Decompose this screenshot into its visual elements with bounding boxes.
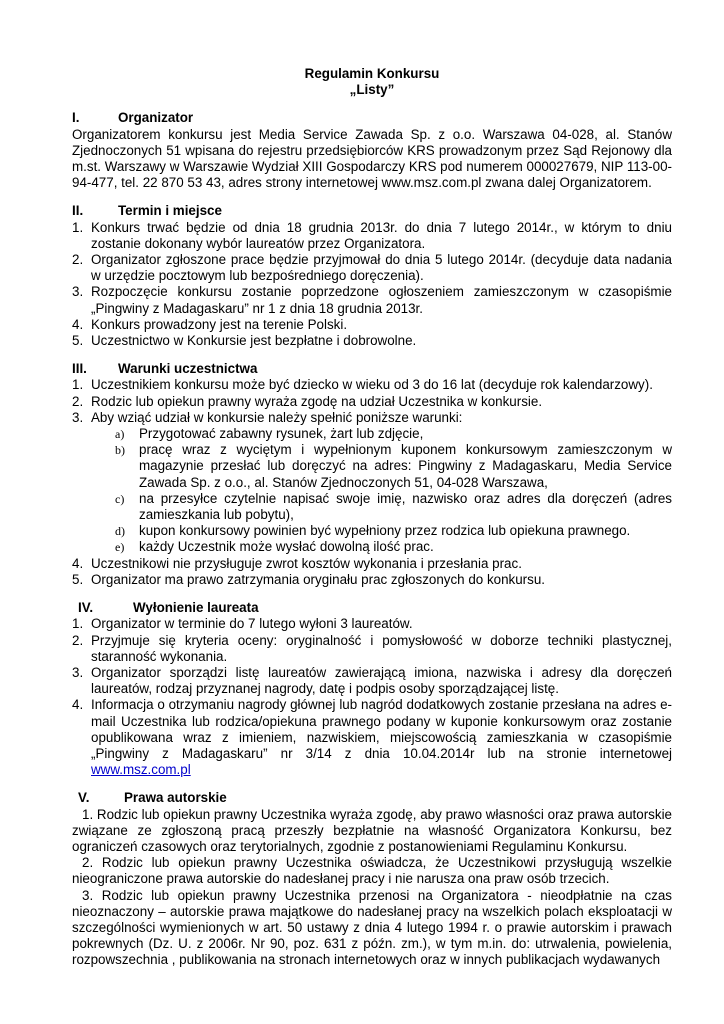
sub-list-item (72, 523, 672, 539)
item-text: Organizator zgłoszone prace będzie przyjmował do dnia 5 lutego 2014r. (decyduje data nadania w urzędzie pocztowym lub bezpośredniego doręczenia). (91, 252, 672, 284)
section-title: Termin i miejsce (118, 203, 222, 219)
item-number: 5. (72, 571, 84, 587)
list-item (72, 377, 672, 393)
item-number: 5. (72, 333, 84, 349)
section-number: II. (72, 203, 84, 219)
item-text: Uczestnikiem konkursu może być dziecko w wieku od 3 do 16 lat (decyduje rok kalendarzowy). (91, 377, 653, 393)
section-5-heading (72, 790, 672, 806)
item-number: 1. (72, 616, 84, 632)
item-text: Rozpoczęcie konkursu zostanie poprzedzone ogłoszeniem zamieszczonym w czasopiśmie „Pingwiny z Madagaskaru” nr 1 z dnia 18 grudnia 2013r. (91, 284, 672, 316)
section-5-paragraph: 2. Rodzic lub opiekun prawny Uczestnika oświadcza, że Uczestnikowi przysługują wszelkie nieograniczone prawa autorskie do nadesłanej pracy i nie narusza ona praw osób trzecich. (72, 855, 672, 887)
item-text: Uczestnikowi nie przysługuje zwrot kosztów wykonania i przesłania prac. (91, 555, 522, 571)
section-number: V. (78, 790, 90, 806)
item-number: 2. (72, 632, 84, 648)
item-text: Rodzic lub opiekun prawny wyraża zgodę na udział Uczestnika w konkursie. (91, 393, 543, 409)
item-number: 3. (72, 664, 84, 680)
sub-item-letter: d) (115, 524, 125, 539)
section-3-heading (72, 361, 672, 377)
section-5-paragraph: 1. Rodzic lub opiekun prawny Uczestnika wyraża zgodę, aby prawo własności oraz prawa autorskie związane ze zgłoszoną pracą przeszły bezpłatnie na własność Organizatora Konkursu, bez ograniczeń czasowych oraz terytorialnych, zgodnie z postanowieniami Regulaminu Konkursu. (72, 806, 672, 854)
item-text: Organizator w terminie do 7 lutego wyłoni 3 laureatów. (91, 616, 413, 632)
item-number: 1. (72, 377, 84, 393)
section-title: Prawa autorskie (124, 790, 227, 806)
item-text: Konkurs prowadzony jest na terenie Polski. (91, 316, 348, 332)
sub-item-text: na przesyłce czytelnie napisać swoje imię, nazwisko oraz adres dla doręczeń (adres zamieszkania lub pobytu), (139, 490, 672, 523)
sub-list-item (72, 426, 672, 442)
sub-item-text: kupon konkursowy powinien być wypełniony przez rodzica lub opiekuna prawnego. (139, 523, 631, 539)
sub-item-letter: b) (115, 443, 125, 458)
section-5-paragraph: 3. Rodzic lub opiekun prawny Uczestnika przenosi na Organizatora - nieodpłatnie na czas nieoznaczony – autorskie prawa majątkowe do nadesłanej pracy na wszelkich polach eksploatacji w szczególności wymienionych w art. 50 ustawy z dnia 4 lutego 1994 r. o prawie autorskim i prawach pokrewnych (Dz. U. z 2006r. Nr 90, poz. 631 z późn. zm.), w tym m.in. do: utrwalenia, powielenia, rozpowszechnia , publikowania na stronach internetowych oraz w innych publikacjach wydawanych (72, 887, 672, 968)
list-item (72, 333, 672, 349)
list-item (72, 697, 672, 778)
item-number: 4. (72, 697, 84, 713)
section-2-heading (72, 203, 672, 219)
list-item (72, 572, 672, 588)
item-text: Organizator ma prawo zatrzymania oryginału prac zgłoszonych do konkursu. (91, 571, 546, 587)
section-2-list (72, 220, 672, 350)
section-title: Wyłonienie laureata (133, 600, 259, 616)
document-subtitle: „Listy” (349, 82, 395, 98)
document-page (72, 66, 672, 969)
sub-item-text: pracę wraz z wyciętym i wypełnionym kuponem konkursowym zamieszczonym w magazynie przesłać lub doręczyć na adres: Pingwiny z Madagaskaru, Media Service Zawada Sp. z o.o., al. Stanów Zjednoczonych 51, 04-028 Warszawa, (139, 442, 672, 490)
list-item (72, 252, 672, 284)
item-number: 2. (72, 252, 84, 268)
website-link[interactable]: www.msz.com.pl (91, 762, 191, 778)
item-number: 4. (72, 555, 84, 571)
item-text (91, 697, 672, 778)
list-item (72, 633, 672, 665)
section-number: IV. (78, 600, 94, 616)
list-item (72, 220, 672, 252)
item-text: Konkurs trwać będzie od dnia 18 grudnia 2013r. do dnia 7 lutego 2014r., w którym to dniu zostanie dokonany wybór laureatów przez Organizatora. (91, 219, 672, 251)
section-number: I. (72, 110, 80, 126)
item-text-body: Informacja o otrzymaniu nagrody głównej lub nagród dodatkowych zostanie przesłana na adres e-mail Uczestnika lub rodzica/opiekuna prawnego podany w kuponie konkursowym oraz zostanie opublikowana wraz z imieniem, nazwiskiem, miejscowością zamieszkania w czasopiśmie „Pingwiny z Madagaskaru” nr 3/14 z dnia 10.04.2014r lub na stronie internetowej (91, 697, 672, 761)
list-item (72, 556, 672, 572)
sub-list-item (72, 442, 672, 491)
list-item (72, 394, 672, 410)
item-text: Organizator sporządzi listę laureatów zawierającą imiona, nazwiska i adresy dla doręczeń laureatów, rodzaj przyznanej nagrody, datę i podpis osoby sporządzającej listę. (91, 664, 672, 697)
section-1-text: Organizatorem konkursu jest Media Service Zawada Sp. z o.o. Warszawa 04-028, al. Stanów Zjednoczonych 51 wpisana do rejestru przedsiębiorców KRS prowadzonym przez Sąd Rejonowy dla m.st. Warszawy w Warszawie Wydział XIII Gospodarczy KRS pod numerem 000027679, NIP 113-00-94-477, tel. 22 870 53 43, adres strony internetowej www.msz.com.pl zwana dalej Organizatorem. (72, 126, 672, 191)
item-number: 1. (72, 219, 84, 235)
sub-item-text: Przygotować zabawny rysunek, żart lub zdjęcie, (139, 426, 424, 442)
list-item (72, 410, 672, 426)
item-number: 2. (72, 393, 84, 409)
document-title: Regulamin Konkursu (304, 66, 440, 81)
item-text: Aby wziąć udział w konkursie należy spełnić poniższe warunki: (91, 409, 463, 425)
item-text: Przyjmuje się kryteria oceny: oryginalność i pomysłowość w doborze techniki plastycznej, staranność wykonania. (91, 632, 672, 664)
sub-item-letter: c) (115, 491, 125, 506)
sub-item-text: każdy Uczestnik może wysłać dowolną ilość prac. (139, 539, 434, 555)
sub-list-item (72, 491, 672, 523)
list-item (72, 284, 672, 316)
section-title: Organizator (118, 110, 194, 126)
list-item (72, 665, 672, 697)
item-number: 3. (72, 409, 84, 425)
item-number: 4. (72, 316, 84, 332)
sub-list-item (72, 539, 672, 555)
section-3-list (72, 377, 672, 588)
section-title: Warunki uczestnictwa (118, 361, 258, 377)
sub-item-letter: a) (115, 427, 125, 442)
item-number: 3. (72, 284, 84, 300)
section-number: III. (72, 361, 87, 377)
item-text: Uczestnictwo w Konkursie jest bezpłatne i dobrowolne. (91, 333, 417, 349)
list-item (72, 616, 672, 632)
section-4-heading (72, 600, 672, 616)
sub-item-letter: e) (115, 540, 125, 555)
section-4-list (72, 616, 672, 778)
section-1-heading (72, 110, 672, 126)
list-item (72, 317, 672, 333)
